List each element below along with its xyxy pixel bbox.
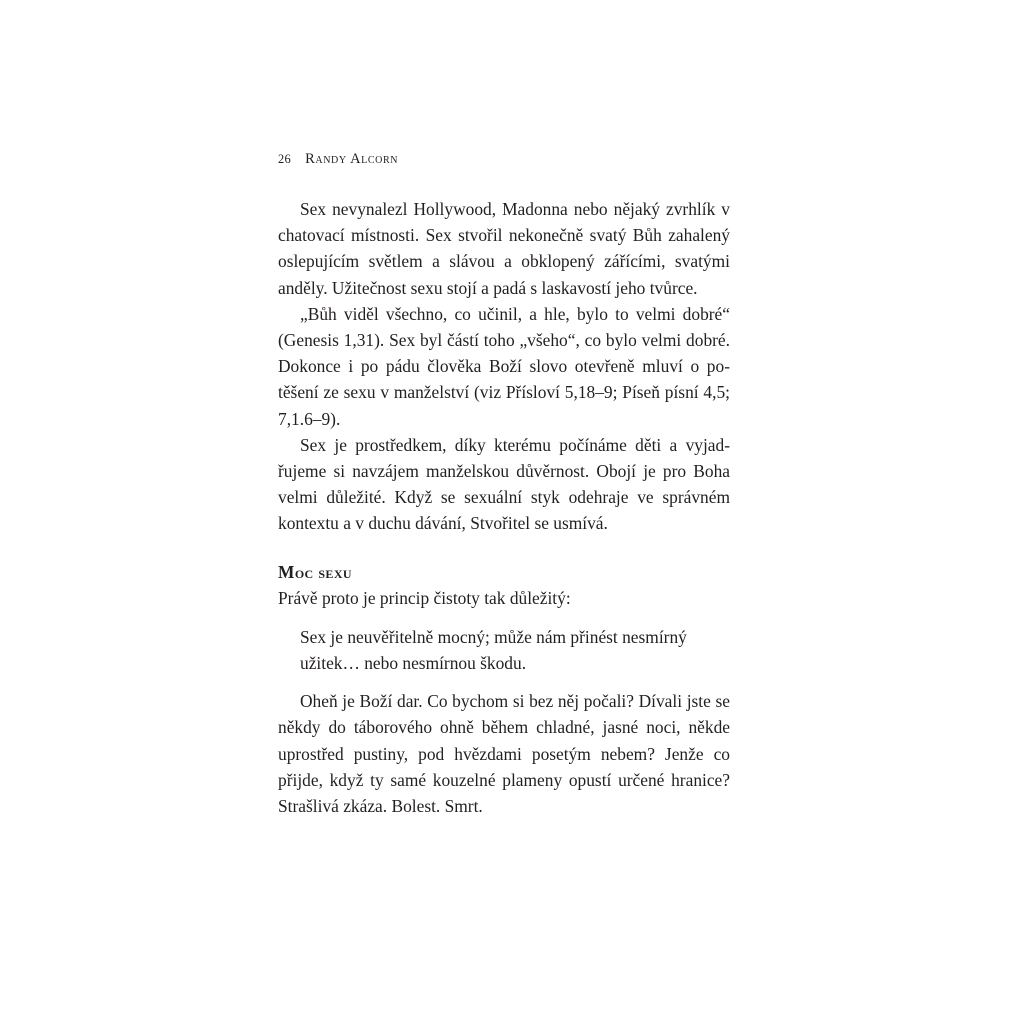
running-head bbox=[278, 150, 730, 168]
block-quote-text: Sex je neuvěřitelně mocný; může nám přinést nesmírný užitek… nebo nesmírnou škodu. bbox=[300, 626, 687, 674]
paragraph-2: „Bůh viděl všechno, co učinil, a hle, bylo to velmi dobré“ (Genesis 1,31). Sex byl částí toho „všeho“, co bylo velmi dobré. Dokonce i po pádu člověka Boží slovo otevřeně mluví o potěšení ze sexu v manželství (viz Přísloví 5,18–9; Píseň písní 4,5; 7,1.6–9). bbox=[278, 303, 730, 429]
page-number: 26 bbox=[278, 152, 292, 166]
lead-sentence: Právě proto je princip čistoty tak důležitý: bbox=[278, 587, 571, 608]
paragraph-1: Sex nevynalezl Hollywood, Madonna nebo nějaký zvrhlík v chatovací místnosti. Sex stvořil nekonečně svatý Bůh zahalený oslepujícím světlem a slávou a obklopený zářícími, svatými anděly. Užitečnost sexu stojí a padá s laskavostí jeho tvůrce. bbox=[278, 199, 730, 298]
section-heading: Moc sexu bbox=[278, 561, 352, 582]
paragraph-3: Sex je prostředkem, díky kterému počínáme děti a vyjadřujeme si navzájem manželskou důvěrnost. Obojí je pro Boha velmi důležité. Když se sexuální styk odehraje ve správném kontextu a v duchu dávání, Stvořitel se usmívá. bbox=[278, 434, 730, 534]
paragraph-4: Oheň je Boží dar. Co bychom si bez něj počali? Dívali jste se někdy do táborového ohně během chladné, jasné noci, někde uprostřed pustiny, pod hvězdami posetým nebem? Jenže co přijde, když ty samé kouzelné plameny opustí určené hranice? Strašlivá zkáza. Bolest. Smrt. bbox=[278, 691, 730, 817]
body-text bbox=[278, 196, 730, 819]
block-quote bbox=[300, 624, 730, 676]
book-page bbox=[278, 150, 730, 819]
author-name: Randy Alcorn bbox=[305, 151, 399, 167]
